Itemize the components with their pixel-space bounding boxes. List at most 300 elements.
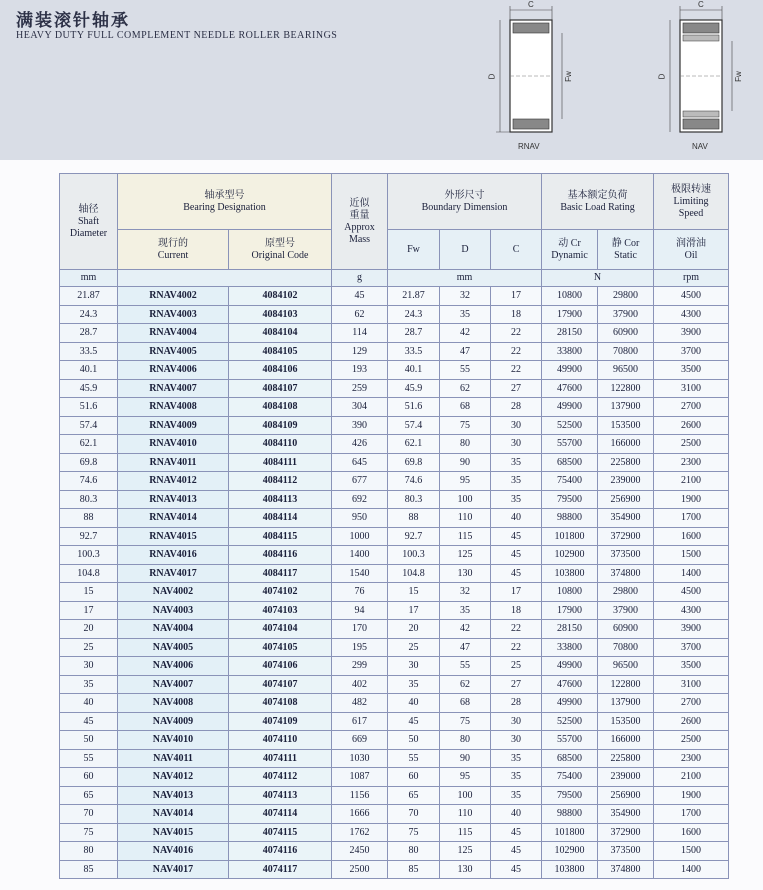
table-cell: 402 xyxy=(332,675,388,694)
table-row xyxy=(60,490,729,509)
table-cell: RNAV4007 xyxy=(118,379,229,398)
table-cell: 677 xyxy=(332,472,388,491)
table-cell: 28.7 xyxy=(60,324,118,343)
table-cell: 239000 xyxy=(598,472,654,491)
table-row xyxy=(60,768,729,787)
table-cell: 372900 xyxy=(598,527,654,546)
table-cell: 37900 xyxy=(598,305,654,324)
table-cell: 617 xyxy=(332,712,388,731)
table-cell: 4074105 xyxy=(229,638,332,657)
rnav-fw-label: Fw xyxy=(563,71,573,82)
table-cell: 45 xyxy=(60,712,118,731)
table-cell: 1400 xyxy=(654,564,729,583)
table-cell: 100.3 xyxy=(388,546,440,565)
table-cell: 75 xyxy=(440,712,491,731)
table-body xyxy=(60,287,729,879)
table-cell: 110 xyxy=(440,509,491,528)
table-cell: 18 xyxy=(491,601,542,620)
table-cell: NAV4002 xyxy=(118,583,229,602)
table-row xyxy=(60,453,729,472)
table-cell: 30 xyxy=(60,657,118,676)
table-cell: 4500 xyxy=(654,287,729,306)
table-row xyxy=(60,675,729,694)
table-cell: 2100 xyxy=(654,472,729,491)
table-cell: 1030 xyxy=(332,749,388,768)
table-row xyxy=(60,324,729,343)
table-cell: 40 xyxy=(491,509,542,528)
table-cell: 110 xyxy=(440,805,491,824)
table-cell: 60 xyxy=(60,768,118,787)
table-cell: 482 xyxy=(332,694,388,713)
table-cell: NAV4009 xyxy=(118,712,229,731)
table-cell: 225800 xyxy=(598,453,654,472)
table-cell: 1000 xyxy=(332,527,388,546)
table-cell: 62.1 xyxy=(60,435,118,454)
table-cell: 51.6 xyxy=(60,398,118,417)
table-cell: 65 xyxy=(60,786,118,805)
table-cell: 304 xyxy=(332,398,388,417)
table-cell: 3700 xyxy=(654,638,729,657)
table-cell: RNAV4011 xyxy=(118,453,229,472)
table-cell: 130 xyxy=(440,564,491,583)
table-cell: 85 xyxy=(388,860,440,879)
oil-header: 润滑油 Oil xyxy=(654,230,729,270)
table-cell: 25 xyxy=(60,638,118,657)
table-cell: 45 xyxy=(491,860,542,879)
table-row xyxy=(60,472,729,491)
table-cell: 45 xyxy=(491,546,542,565)
table-cell: 1400 xyxy=(332,546,388,565)
table-cell: 374800 xyxy=(598,860,654,879)
table-cell: NAV4010 xyxy=(118,731,229,750)
table-cell: 104.8 xyxy=(60,564,118,583)
table-cell: 88 xyxy=(60,509,118,528)
load-header: 基本额定负荷 Basic Load Rating xyxy=(542,174,654,230)
table-cell: 130 xyxy=(440,860,491,879)
table-cell: 103800 xyxy=(542,860,598,879)
table-cell: RNAV4006 xyxy=(118,361,229,380)
table-cell: 22 xyxy=(491,324,542,343)
table-cell: 2500 xyxy=(332,860,388,879)
table-row xyxy=(60,860,729,879)
table-cell: 60 xyxy=(388,768,440,787)
table-cell: 45 xyxy=(388,712,440,731)
table-cell: 1900 xyxy=(654,490,729,509)
table-cell: 1762 xyxy=(332,823,388,842)
table-cell: RNAV4013 xyxy=(118,490,229,509)
table-cell: 4084117 xyxy=(229,564,332,583)
table-cell: 80 xyxy=(60,842,118,861)
table-cell: 3100 xyxy=(654,675,729,694)
table-cell: 4084113 xyxy=(229,490,332,509)
unit-blank xyxy=(118,270,332,287)
table-cell: 950 xyxy=(332,509,388,528)
table-cell: 92.7 xyxy=(388,527,440,546)
table-cell: 4084105 xyxy=(229,342,332,361)
table-cell: 2500 xyxy=(654,731,729,750)
table-cell: 47 xyxy=(440,342,491,361)
table-row xyxy=(60,842,729,861)
table-cell: 4074107 xyxy=(229,675,332,694)
table-cell: 40.1 xyxy=(388,361,440,380)
table-row xyxy=(60,638,729,657)
nav-diagram xyxy=(652,0,752,160)
rnav-d-label: D xyxy=(487,73,497,80)
table-cell: 103800 xyxy=(542,564,598,583)
table-row xyxy=(60,527,729,546)
table-cell: 55 xyxy=(60,749,118,768)
table-cell: 22 xyxy=(491,361,542,380)
table-cell: 95 xyxy=(440,768,491,787)
table-cell: 33800 xyxy=(542,342,598,361)
table-cell: 17 xyxy=(60,601,118,620)
table-cell: 60900 xyxy=(598,324,654,343)
table-cell: 60900 xyxy=(598,620,654,639)
table-cell: RNAV4004 xyxy=(118,324,229,343)
nav-d-label: D xyxy=(657,73,667,80)
table-cell: 25 xyxy=(491,657,542,676)
nav-fw-label: Fw xyxy=(733,71,743,82)
d-header: D xyxy=(440,230,491,270)
table-cell: 4084107 xyxy=(229,379,332,398)
table-cell: 1700 xyxy=(654,805,729,824)
table-cell: 10800 xyxy=(542,583,598,602)
bearing-table xyxy=(59,173,729,879)
table-cell: NAV4004 xyxy=(118,620,229,639)
table-cell: NAV4003 xyxy=(118,601,229,620)
table-cell: 52500 xyxy=(542,712,598,731)
table-cell: 80 xyxy=(440,435,491,454)
table-cell: 45 xyxy=(491,564,542,583)
table-cell: 30 xyxy=(491,731,542,750)
page-title-en: HEAVY DUTY FULL COMPLEMENT NEEDLE ROLLER BEARINGS xyxy=(16,30,338,41)
table-cell: 102900 xyxy=(542,842,598,861)
table-cell: 115 xyxy=(440,823,491,842)
table-cell: 49900 xyxy=(542,361,598,380)
table-cell: 153500 xyxy=(598,712,654,731)
table-cell: NAV4016 xyxy=(118,842,229,861)
table-cell: 645 xyxy=(332,453,388,472)
table-cell: 4074110 xyxy=(229,731,332,750)
table-cell: NAV4017 xyxy=(118,860,229,879)
table-cell: 17 xyxy=(388,601,440,620)
table-cell: 4084108 xyxy=(229,398,332,417)
table-cell: 372900 xyxy=(598,823,654,842)
table-cell: 21.87 xyxy=(60,287,118,306)
table-cell: 4084114 xyxy=(229,509,332,528)
nav-c-label: C xyxy=(698,0,704,9)
table-cell: 3500 xyxy=(654,361,729,380)
table-cell: 4074114 xyxy=(229,805,332,824)
table-cell: RNAV4010 xyxy=(118,435,229,454)
rnav-c-label: C xyxy=(528,0,534,9)
table-cell: 2300 xyxy=(654,749,729,768)
table-cell: 47600 xyxy=(542,379,598,398)
table-row xyxy=(60,805,729,824)
table-cell: 10800 xyxy=(542,287,598,306)
table-cell: 28 xyxy=(491,398,542,417)
table-cell: NAV4005 xyxy=(118,638,229,657)
unit-g: g xyxy=(332,270,388,287)
table-cell: 94 xyxy=(332,601,388,620)
table-cell: 114 xyxy=(332,324,388,343)
table-cell: 122800 xyxy=(598,379,654,398)
table-cell: 35 xyxy=(60,675,118,694)
table-cell: 80.3 xyxy=(388,490,440,509)
table-row xyxy=(60,620,729,639)
table-cell: 42 xyxy=(440,620,491,639)
table-cell: 45 xyxy=(332,287,388,306)
table-cell: 373500 xyxy=(598,546,654,565)
table-cell: 49900 xyxy=(542,657,598,676)
table-cell: 4084102 xyxy=(229,287,332,306)
table-cell: 4084112 xyxy=(229,472,332,491)
table-cell: 70800 xyxy=(598,638,654,657)
table-cell: 4500 xyxy=(654,583,729,602)
table-cell: 166000 xyxy=(598,731,654,750)
table-cell: 2700 xyxy=(654,398,729,417)
table-cell: 100 xyxy=(440,490,491,509)
table-cell: RNAV4008 xyxy=(118,398,229,417)
table-cell: 88 xyxy=(388,509,440,528)
table-cell: 115 xyxy=(440,527,491,546)
table-row xyxy=(60,287,729,306)
table-cell: 4074112 xyxy=(229,768,332,787)
table-cell: 104.8 xyxy=(388,564,440,583)
table-cell: RNAV4012 xyxy=(118,472,229,491)
speed-header: 极限转速 Limiting Speed xyxy=(654,174,729,230)
table-cell: 4074104 xyxy=(229,620,332,639)
table-cell: RNAV4017 xyxy=(118,564,229,583)
table-cell: 55700 xyxy=(542,731,598,750)
table-cell: 70 xyxy=(388,805,440,824)
table-cell: 3100 xyxy=(654,379,729,398)
table-cell: 45 xyxy=(491,842,542,861)
table-cell: 98800 xyxy=(542,805,598,824)
table-cell: 4074102 xyxy=(229,583,332,602)
table-cell: 1400 xyxy=(654,860,729,879)
table-cell: 17 xyxy=(491,583,542,602)
table-cell: 18 xyxy=(491,305,542,324)
table-cell: 125 xyxy=(440,546,491,565)
table-cell: RNAV4009 xyxy=(118,416,229,435)
table-cell: 79500 xyxy=(542,490,598,509)
table-cell: 2600 xyxy=(654,416,729,435)
table-cell: 239000 xyxy=(598,768,654,787)
table-cell: 52500 xyxy=(542,416,598,435)
table-cell: 20 xyxy=(388,620,440,639)
table-cell: 47 xyxy=(440,638,491,657)
table-cell: 40 xyxy=(388,694,440,713)
table-cell: 40 xyxy=(60,694,118,713)
table-cell: 40.1 xyxy=(60,361,118,380)
table-cell: 259 xyxy=(332,379,388,398)
table-cell: 4084111 xyxy=(229,453,332,472)
table-cell: 30 xyxy=(491,435,542,454)
table-cell: 33800 xyxy=(542,638,598,657)
table-cell: 22 xyxy=(491,342,542,361)
table-cell: 4074116 xyxy=(229,842,332,861)
table-cell: 125 xyxy=(440,842,491,861)
table-cell: 28 xyxy=(491,694,542,713)
table-cell: 45 xyxy=(491,527,542,546)
table-cell: 24.3 xyxy=(388,305,440,324)
table-cell: 195 xyxy=(332,638,388,657)
mass-header: 近似 重量 Approx Mass xyxy=(332,174,388,270)
table-row xyxy=(60,564,729,583)
table-cell: 50 xyxy=(388,731,440,750)
table-cell: 28150 xyxy=(542,620,598,639)
table-cell: 4084115 xyxy=(229,527,332,546)
static-header: 静 Cor Static xyxy=(598,230,654,270)
table-cell: 101800 xyxy=(542,527,598,546)
original-header: 原型号 Original Code xyxy=(229,230,332,270)
table-cell: 35 xyxy=(388,675,440,694)
table-cell: 32 xyxy=(440,287,491,306)
dynamic-header: 动 Cr Dynamic xyxy=(542,230,598,270)
table-cell: 85 xyxy=(60,860,118,879)
table-cell: 2100 xyxy=(654,768,729,787)
table-cell: 1540 xyxy=(332,564,388,583)
table-cell: 55 xyxy=(440,657,491,676)
table-row xyxy=(60,749,729,768)
table-cell: 1700 xyxy=(654,509,729,528)
table-cell: 1500 xyxy=(654,546,729,565)
table-cell: 4084104 xyxy=(229,324,332,343)
rnav-caption: RNAV xyxy=(518,142,540,151)
table-cell: 69.8 xyxy=(388,453,440,472)
table-cell: 55 xyxy=(440,361,491,380)
table-cell: 68500 xyxy=(542,749,598,768)
table-cell: 33.5 xyxy=(388,342,440,361)
table-cell: 3700 xyxy=(654,342,729,361)
table-cell: 62 xyxy=(440,675,491,694)
table-cell: 373500 xyxy=(598,842,654,861)
unit-n: N xyxy=(542,270,654,287)
table-cell: 45.9 xyxy=(60,379,118,398)
table-cell: 24.3 xyxy=(60,305,118,324)
table-cell: 354900 xyxy=(598,805,654,824)
table-cell: 1900 xyxy=(654,786,729,805)
fw-header: Fw xyxy=(388,230,440,270)
table-row xyxy=(60,823,729,842)
table-cell: 3500 xyxy=(654,657,729,676)
table-cell: 256900 xyxy=(598,786,654,805)
table-cell: NAV4015 xyxy=(118,823,229,842)
table-cell: 22 xyxy=(491,620,542,639)
table-cell: 69.8 xyxy=(60,453,118,472)
table-row xyxy=(60,509,729,528)
table-cell: 21.87 xyxy=(388,287,440,306)
table-cell: 101800 xyxy=(542,823,598,842)
table-cell: 1600 xyxy=(654,527,729,546)
table-cell: 75 xyxy=(388,823,440,842)
table-row xyxy=(60,601,729,620)
table-cell: 4300 xyxy=(654,305,729,324)
table-cell: NAV4011 xyxy=(118,749,229,768)
table-cell: 35 xyxy=(440,305,491,324)
table-row xyxy=(60,712,729,731)
table-cell: 92.7 xyxy=(60,527,118,546)
table-cell: 68500 xyxy=(542,453,598,472)
table-cell: 35 xyxy=(491,490,542,509)
table-cell: 193 xyxy=(332,361,388,380)
table-cell: 4074113 xyxy=(229,786,332,805)
table-cell: 17900 xyxy=(542,305,598,324)
table-row xyxy=(60,731,729,750)
table-cell: 4074117 xyxy=(229,860,332,879)
table-cell: 17900 xyxy=(542,601,598,620)
table-row xyxy=(60,786,729,805)
table-cell: 70800 xyxy=(598,342,654,361)
table-cell: 170 xyxy=(332,620,388,639)
table-cell: 76 xyxy=(332,583,388,602)
table-cell: 55 xyxy=(388,749,440,768)
table-cell: 65 xyxy=(388,786,440,805)
table-cell: 122800 xyxy=(598,675,654,694)
table-cell: 1666 xyxy=(332,805,388,824)
table-cell: 90 xyxy=(440,749,491,768)
table-cell: 3900 xyxy=(654,620,729,639)
table-row xyxy=(60,361,729,380)
table-cell: RNAV4014 xyxy=(118,509,229,528)
table-cell: 669 xyxy=(332,731,388,750)
table-cell: 25 xyxy=(388,638,440,657)
table-cell: 30 xyxy=(491,416,542,435)
table-cell: 3900 xyxy=(654,324,729,343)
table-row xyxy=(60,342,729,361)
table-cell: NAV4013 xyxy=(118,786,229,805)
table-cell: 35 xyxy=(491,786,542,805)
table-cell: 4074115 xyxy=(229,823,332,842)
table-cell: 27 xyxy=(491,675,542,694)
table-cell: 354900 xyxy=(598,509,654,528)
table-cell: 15 xyxy=(388,583,440,602)
table-cell: 166000 xyxy=(598,435,654,454)
table-cell: 79500 xyxy=(542,786,598,805)
designation-header: 轴承型号 Bearing Designation xyxy=(118,174,332,230)
table-row xyxy=(60,583,729,602)
table-cell: 45.9 xyxy=(388,379,440,398)
table-cell: RNAV4003 xyxy=(118,305,229,324)
table-cell: 22 xyxy=(491,638,542,657)
table-cell: 32 xyxy=(440,583,491,602)
table-cell: 35 xyxy=(491,749,542,768)
table-cell: 33.5 xyxy=(60,342,118,361)
table-cell: 95 xyxy=(440,472,491,491)
table-cell: 75400 xyxy=(542,472,598,491)
table-cell: 42 xyxy=(440,324,491,343)
table-cell: 28.7 xyxy=(388,324,440,343)
table-cell: 30 xyxy=(388,657,440,676)
table-cell: RNAV4016 xyxy=(118,546,229,565)
table-cell: 27 xyxy=(491,379,542,398)
table-cell: 57.4 xyxy=(388,416,440,435)
table-row xyxy=(60,398,729,417)
table-cell: 68 xyxy=(440,694,491,713)
table-cell: 2450 xyxy=(332,842,388,861)
table-cell: 28150 xyxy=(542,324,598,343)
table-cell: 1600 xyxy=(654,823,729,842)
table-cell: RNAV4015 xyxy=(118,527,229,546)
boundary-header: 外形尺寸 Boundary Dimension xyxy=(388,174,542,230)
table-cell: RNAV4002 xyxy=(118,287,229,306)
table-cell: 90 xyxy=(440,453,491,472)
table-cell: 47600 xyxy=(542,675,598,694)
c-header: C xyxy=(491,230,542,270)
table-cell: 374800 xyxy=(598,564,654,583)
table-cell: NAV4014 xyxy=(118,805,229,824)
